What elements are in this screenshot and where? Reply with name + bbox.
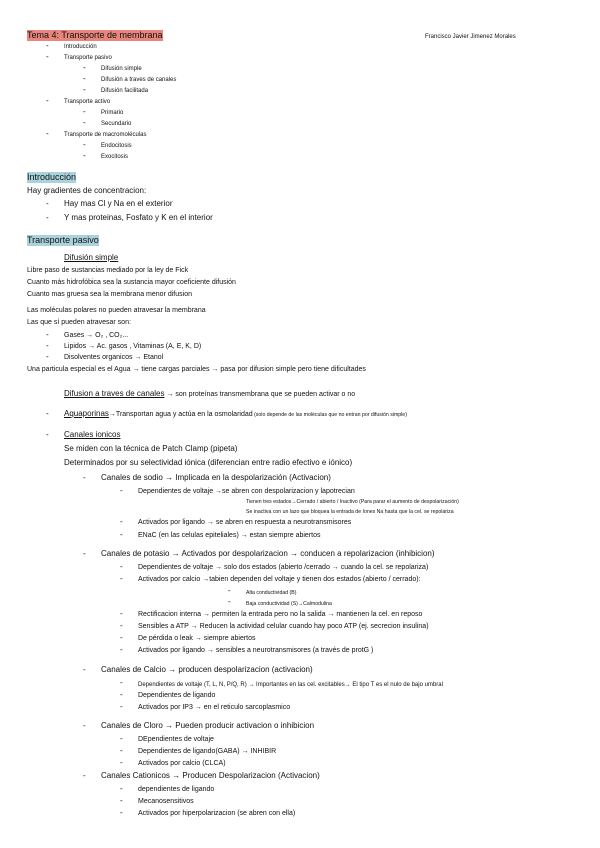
paragraph: Las moléculas polares no pueden atravesar la membrana <box>27 307 206 314</box>
bullet-dash: - <box>83 771 86 780</box>
paragraph: Cuanto más hidrofóbica sea la sustancia mayor coeficiente difusión <box>27 279 236 286</box>
toc-subitem: Primario <box>101 110 124 116</box>
document-title: Tema 4: Transporte de membrana <box>27 30 163 40</box>
bullet-dash: - <box>120 645 123 654</box>
bullet-dash: - <box>46 96 49 105</box>
list-item: Sensibles a ATP → Reducen la actividad celular cuando hay poco ATP (ej. secrecion insulina) <box>138 623 429 630</box>
bullet-dash: - <box>228 586 231 595</box>
bullet-dash: - <box>120 486 123 495</box>
bullet-dash: - <box>120 621 123 630</box>
bullet-dash: - <box>83 85 86 94</box>
canales-ionicos-title: Canales ionicos <box>64 430 121 439</box>
list-item: Activados por ligando → sensibles a neurotransmisores (a través de protG ) <box>138 647 374 654</box>
bullet-dash: - <box>120 562 123 571</box>
bullet-dash: - <box>120 808 123 817</box>
canales-sodio-title: Canales de sodio → Implicada en la despolarización (Activacion) <box>101 473 331 482</box>
bullet-dash: - <box>83 549 86 558</box>
paragraph: Cuanto mas gruesa sea la membrana menor difusion <box>27 291 192 298</box>
bullet-dash: - <box>120 678 123 687</box>
aquaporinas-line <box>64 409 407 420</box>
bullet-dash: - <box>120 530 123 539</box>
canales-cationicos-title: Canales Cationicos → Producen Despolarizacion (Activacion) <box>101 771 320 780</box>
section-heading-pasivo: Transporte pasivo <box>27 235 99 245</box>
canales-potasio-title: Canales de potasio → Activados por despolarizacion → conducen a repolarizacion (inhibicion) <box>101 549 435 558</box>
aquaporinas-note: (solo depende de las moléculas que no entran por difusión simple) <box>252 412 407 418</box>
bullet-dash: - <box>120 633 123 642</box>
bullet-dash: - <box>46 41 49 50</box>
list-item: Activados por IP3 → en el reticulo sarcoplasmico <box>138 704 291 711</box>
bullet-dash: - <box>83 74 86 83</box>
bullet-dash: - <box>83 721 86 730</box>
toc-subitem: Secundario <box>101 121 132 127</box>
bullet-dash: - <box>120 796 123 805</box>
list-item: Activados por hiperpolarizacion (se abren con ella) <box>138 810 296 817</box>
bullet-dash: - <box>83 63 86 72</box>
list-item: Activados por calcio →tabien dependen del voltaje y tienen dos estados (abierto / cerrado): <box>138 576 421 583</box>
bullet-dash: - <box>120 734 123 743</box>
toc-item: Transporte de macromoléculas <box>64 132 147 138</box>
bullet-dash: - <box>228 597 231 606</box>
bullet-dash: - <box>46 352 49 361</box>
list-note: Se inactiva con un lazo que bloquea la entrada de Iones Na hasta que la cel. se repolariza <box>246 509 454 515</box>
list-item: DEpendientes de voltaje <box>138 736 214 743</box>
bullet-dash: - <box>120 574 123 583</box>
bullet-dash: - <box>120 690 123 699</box>
list-subitem: Baja conductividad (S)→Calmodulina <box>246 601 332 607</box>
bullet-dash: - <box>83 140 86 149</box>
bullet-dash: - <box>120 746 123 755</box>
toc-item: Transporte pasivo <box>64 55 112 61</box>
toc-subitem: Endocitosis <box>101 143 132 149</box>
list-item: Activados por ligando → se abren en respuesta a neurotransmisores <box>138 519 352 526</box>
list-item: Dependientes de ligando(GABA) → INHIBIR <box>138 748 277 755</box>
list-note: Tienen tres estados→Cerrado / abierto / Inactivo (Para parar el aumento de despolarización) <box>246 499 459 505</box>
bullet-dash: - <box>46 129 49 138</box>
list-item: Dependientes de voltaje → solo dos estados (abierto /cerrado → cuando la cel. se repolariza) <box>138 564 429 571</box>
toc-item: Transporte activo <box>64 99 111 105</box>
list-item: Lipidos → Ac. gasos , Vitaminas (A, E, K, D) <box>64 343 202 350</box>
bullet-dash: - <box>120 609 123 618</box>
list-item: Disolventes organicos → Etanol <box>64 354 164 361</box>
canales-title: Difusion a traves de canales <box>64 389 165 398</box>
list-item: Dependientes de voltaje (T, L, N, P/Q, R) → Importantes en las cel. excitables→ El tipo T es el nulo de bajo umbral <box>138 682 443 688</box>
bullet-dash: - <box>120 702 123 711</box>
subheading-difusion-simple: Difusión simple <box>64 253 119 262</box>
subheading-canales <box>64 389 355 400</box>
toc-subitem: Difusión a traves de canales <box>101 77 177 83</box>
list-item: Activados por calcio (CLCA) <box>138 760 226 767</box>
toc-subitem: Exocitosis <box>101 154 129 160</box>
aquaporinas-description: →Transportan agua y actúa en la osmolaridad <box>108 411 253 418</box>
bullet-dash: - <box>83 473 86 482</box>
section-heading-intro: Introducción <box>27 172 77 182</box>
paragraph: Hay gradientes de concentracion: <box>27 186 147 195</box>
bullet-dash: - <box>83 107 86 116</box>
author-name: Francisco Javier Jimenez Morales <box>425 34 516 40</box>
paragraph: Las que sí pueden atravesar son: <box>27 319 131 326</box>
bullet-dash: - <box>120 758 123 767</box>
canales-cloro-title: Canales de Cloro → Pueden producir activacion o inhibicion <box>101 721 315 730</box>
toc-subitem: Difusión simple <box>101 66 142 72</box>
canales-calcio-title: Canales de Calcio → producen despolarizacion (activacion) <box>101 665 313 674</box>
paragraph: Una particula especial es el Agua → tiene cargas parciales → pasa por difusion simple pero tiene dificultades <box>27 366 366 373</box>
bullet-dash: - <box>46 341 49 350</box>
bullet-dash: - <box>120 517 123 526</box>
canales-description: → son proteínas transmembrana que se pueden activar o no <box>164 391 356 398</box>
bullet-dash: - <box>46 52 49 61</box>
list-item: De pérdida o leak → siempre abiertos <box>138 635 256 642</box>
bullet-dash: - <box>46 330 49 339</box>
bullet-dash: - <box>46 409 49 418</box>
paragraph: Se miden con la técnica de Patch Clamp (pipeta) <box>64 444 238 453</box>
bullet-dash: - <box>83 118 86 127</box>
list-item: ENaC (en las celulas epiteliales) → estan siempre abiertos <box>138 532 321 539</box>
list-item: Mecanosensitivos <box>138 798 194 805</box>
list-item: Hay mas Cl y Na en el exterior <box>64 199 173 208</box>
paragraph: Determinados por su selectividad iónica (diferencian entre radio efectivo e iónico) <box>64 458 353 467</box>
list-item: Dependientes de voltaje →se abren con despolarizacion y lapotrecian <box>138 488 355 495</box>
toc-item: Introducción <box>64 44 97 50</box>
paragraph: Libre paso de sustancias mediado por la ley de Fick <box>27 267 189 274</box>
list-item: Rectificacion interna → permiten la entrada pero no la salida → mantienen la cel. en reposo <box>138 611 423 618</box>
bullet-dash: - <box>46 213 49 222</box>
bullet-dash: - <box>46 430 49 439</box>
list-item: dependientes de ligando <box>138 786 215 793</box>
bullet-dash: - <box>120 784 123 793</box>
aquaporinas-title: Aquaporinas <box>64 409 109 418</box>
bullet-dash: - <box>83 665 86 674</box>
list-subitem: Alta conductividad (B) <box>246 590 297 596</box>
toc-subitem: Difusión facilitada <box>101 88 149 94</box>
list-item: Dependientes de ligando <box>138 692 216 699</box>
bullet-dash: - <box>83 151 86 160</box>
list-item: Y mas proteinas, Fosfato y K en el interior <box>64 213 213 222</box>
bullet-dash: - <box>46 199 49 208</box>
list-item: Gases → O₂ , CO₂... <box>64 332 129 339</box>
